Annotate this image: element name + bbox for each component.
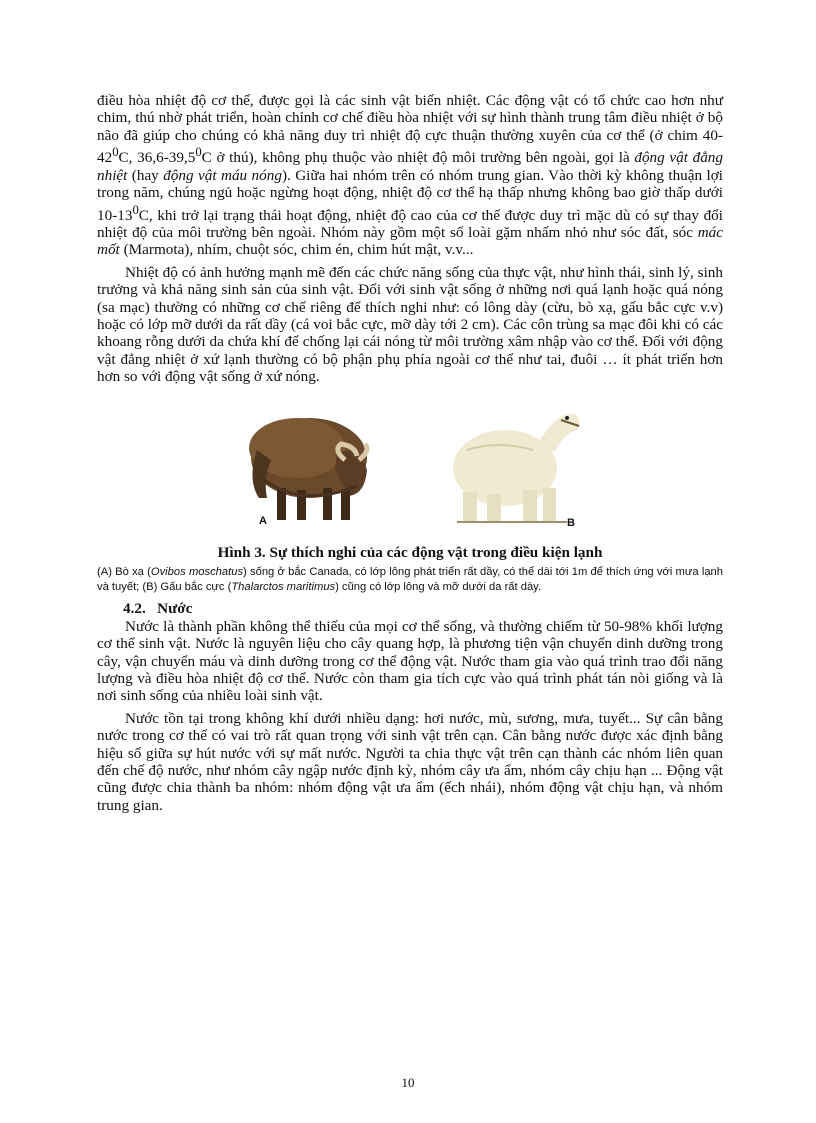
polar-bear-illustration [437,390,587,535]
page-number: 10 [401,1075,415,1090]
figure-caption-description: (A) Bò xạ (Ovibos moschatus) sống ở bắc Canada, có lớp lông phát triển rất dầy, có thể dài tới 1m để thích ứng với mưa lạnh và tuyết; (B) Gấu bắc cực (Thalarctos maritimus) cũng có lớp lông và mỡ dưới da rất dày. [97,565,723,594]
figure-label-a: A [259,514,267,527]
paragraph-thermoregulation: điều hòa nhiệt độ cơ thể, được gọi là các sinh vật biến nhiệt. Các động vật có tổ chức cao hơn như chim, thú nhờ phát triển, hoàn chỉnh cơ chế điều hòa nhiệt với sự hình thành trung tâm điều nhiệt ở bộ não đã giúp cho chúng có khả năng duy trì nhiệt độ cực thuận thường xuyên của cơ thể (ở chim $40-42^0C$, 36,6-39,5$^0$C ở thú), không phụ thuộc vào nhiệt độ môi trường bên ngoài, gọi là động vật đẳng nhiệt (hay động vật máu nóng). Giữa hai nhóm trên có nhóm trung gian. Vào thời kỳ không thuận lợi trong năm, chúng ngủ hoặc ngừng hoạt động, nhiệt độ cơ thể hạ thấp nhưng không bao giờ thấp dưới $10-13^0C$, khi trở lại trạng thái hoạt động, nhiệt độ cao của cơ thể được duy trì mặc dù có sự thay đổi nhiệt độ của môi trường bên ngoài. Nhóm này gồm một số loài gặm nhấm nhỏ như sóc đất, sóc mác mốt (Marmota), nhím, chuột sóc, chim én, chim hút mật, v.v... [97,92,723,259]
figure-caption-title: Hình 3. Sự thích nghi của các động vật trong điều kiện lạnh [217,543,603,561]
paragraph-water-balance: Nước tồn tại trong không khí dưới nhiều dạng: hơi nước, mù, sương, mưa, tuyết... Sự cân bằng nước trong cơ thể có vai trò rất quan trọng với sinh vật trên cạn. Cân bằng nước được xác định bằng hiệu số giữa sự hút nước với sự mất nước. Người ta chia thực vật trên cạn thành các nhóm liên quan đến chế độ nước, như nhóm cây ngập nước định kỳ, nhóm cây ưa ẩm, nhóm cây chịu hạn ... Động vật cũng được chia thành ba nhóm: nhóm động vật ưa ẩm (ếch nhái), nhóm động vật chịu hạn, và nhóm trung gian. [97,709,723,814]
paragraph-water-role: Nước là thành phần không thể thiếu của mọi cơ thể sống, và thường chiếm từ 50-98% khối lượng cơ thể sinh vật. Nước là nguyên liệu cho cây quang hợp, là phương tiện vận chuyển dinh dưỡng trong cây, vận chuyển máu và dinh dưỡng trong cơ thể động vật. Nước tham gia vào quá trình trao đổi năng lượng và điều hòa nhiệt độ cơ thể. Nước còn tham gia tích cực vào quá trình phát tán nòi giống và là nơi sinh sống của nhiều loài sinh vật. [97,617,723,705]
paragraph-temperature-effects: Nhiệt độ có ảnh hưởng mạnh mẽ đến các chức năng sống của thực vật, như hình thái, sinh lý, sinh trưởng và khả năng sinh sản của sinh vật. Đối với sinh vật sống ở những nơi quá lạnh hoặc quá nóng (sa mạc) thường có những cơ chế riêng để thích nghi như: có lông dày (cừu, bò xạ, gấu bắc cực v.v) hoặc có lớp mỡ dưới da rất dầy (cá voi bắc cực, mỡ dày tới 2 cm). Các côn trùng sa mạc đôi khi có các khoang rỗng dưới da chứa khí để chống lại cái nóng từ môi trường xâm nhập vào cơ thể. Đối với động vật đẳng nhiệt ở xứ lạnh thường có bộ phận phụ phía ngoài cơ thể như tai, đuôi … ít phát triển hơn hơn so với động vật sống ở xứ nóng. [97,263,723,386]
page-content [97,92,723,814]
figure-label-b: B [567,516,575,529]
section-heading-water: 4.2. Nước [123,599,193,617]
figure-cold-adaptation [97,390,723,540]
musk-ox-illustration [237,390,387,530]
